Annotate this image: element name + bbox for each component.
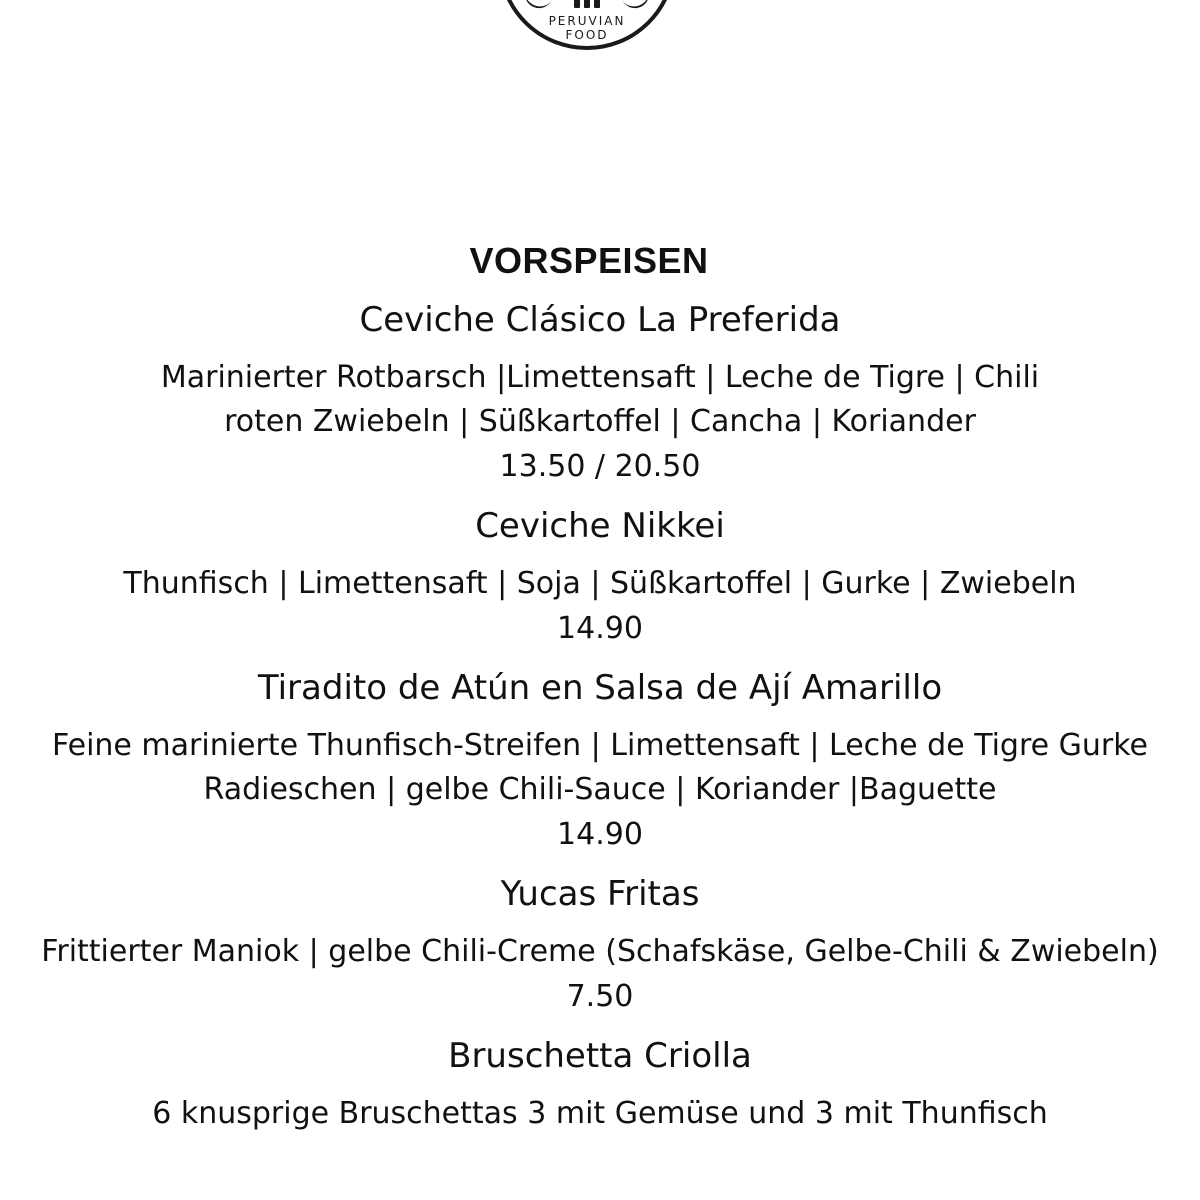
dish-price: 14.90 (557, 611, 643, 646)
dish-name: Bruschetta Criolla (448, 1036, 752, 1076)
dish-name: Ceviche Nikkei (475, 506, 725, 546)
dish-description-line: Thunfisch | Limettensaft | Soja | Süßkartoffel | Gurke | Zwiebeln (123, 566, 1077, 601)
dish-description-line: Marinierter Rotbarsch |Limettensaft | Leche de Tigre | Chili (160, 360, 1040, 395)
section-title: VORSPEISEN (469, 240, 709, 281)
dish-name: Tiradito de Atún en Salsa de Ají Amarillo (257, 668, 943, 708)
menu-item (0, 1034, 1200, 1136)
dish-description-line: Frittierter Maniok | gelbe Chili-Creme (Schafskäse, Gelbe-Chili & Zwiebeln) (41, 934, 1159, 969)
dish-description-line: 6 knusprige Bruschettas 3 mit Gemüse und 3 mit Thunfisch (152, 1096, 1048, 1131)
dish-description-line: Radieschen | gelbe Chili-Sauce | Koriander |Baguette (203, 772, 997, 807)
menu-item (0, 298, 1200, 490)
dish-description-line: roten Zwiebeln | Süßkartoffel | Cancha | Koriander (224, 404, 976, 439)
logo-emblem-icon (572, 0, 602, 10)
logo-text-line1: PERUVIAN (548, 14, 626, 28)
menu-item (0, 504, 1200, 652)
dish-name: Ceviche Clásico La Preferida (359, 300, 841, 340)
logo-text-line2: FOOD (565, 28, 609, 42)
dish-price: 7.50 (566, 979, 634, 1014)
restaurant-logo (498, 0, 676, 50)
dish-price: 13.50 / 20.50 (499, 449, 701, 484)
dish-name: Yucas Fritas (500, 874, 700, 914)
logo-ornament-left (521, 0, 555, 12)
menu-item (0, 872, 1200, 1020)
logo-ornament-right (619, 0, 653, 12)
dish-price: 14.90 (557, 817, 643, 852)
menu-section (0, 238, 1200, 1136)
menu-item (0, 666, 1200, 858)
dish-description-line: Feine marinierte Thunfisch-Streifen | Limettensaft | Leche de Tigre Gurke (52, 728, 1148, 763)
